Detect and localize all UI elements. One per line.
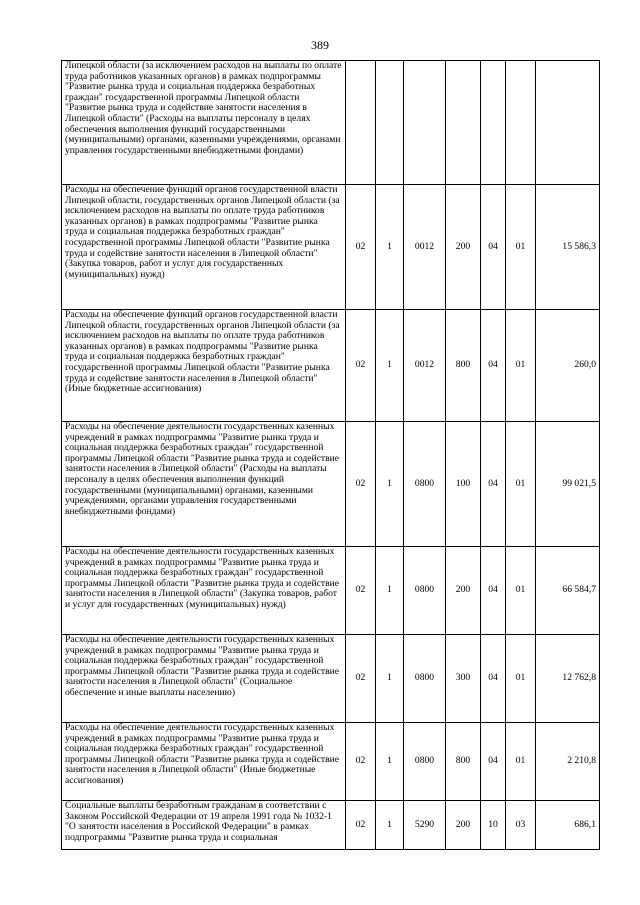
row-code-c6: 01: [506, 310, 536, 422]
row-code-c5: 04: [481, 547, 506, 635]
row-code-c6: [506, 61, 536, 185]
row-code-c3: 5290: [404, 801, 446, 850]
row-amount: 15 586,3: [536, 185, 600, 310]
row-description: Липецкой области (за исключением расходов на выплаты по оплате труда работников указанных органов) в рамках подпрограммы "Развитие рынка труда и социальная поддержка безработных граждан" государственной программы Липецкой области "Развитие рынка труда и содействие занятости населения в Липецкой области" (Расходы на выплаты персоналу в целях обеспечения выполнения функций государственными (муниципальными) органами, казенными учреждениями, органами управления государственными внебюджетными фондами): [62, 61, 346, 185]
row-code-c3: 0800: [404, 635, 446, 723]
row-code-c6: 01: [506, 185, 536, 310]
row-amount: 12 762,8: [536, 635, 600, 723]
row-code-c4: 300: [446, 635, 481, 723]
row-code-c2: 1: [376, 801, 404, 850]
table-row: [62, 185, 600, 310]
row-code-c2: 1: [376, 547, 404, 635]
table-row: [62, 310, 600, 422]
row-code-c2: 1: [376, 635, 404, 723]
row-code-c2: 1: [376, 310, 404, 422]
table-row: [62, 61, 600, 185]
row-code-c4: 100: [446, 422, 481, 547]
row-code-c6: 01: [506, 547, 536, 635]
row-code-c2: [376, 61, 404, 185]
row-code-c2: 1: [376, 723, 404, 801]
row-code-c5: 04: [481, 635, 506, 723]
row-description: Расходы на обеспечение деятельности государственных казенных учреждений в рамках подпрограммы "Развитие рынка труда и социальная поддержка безработных граждан" государственной программы Липецкой области "Развитие рынка труда и содействие занятости населения в Липецкой области" (Социальное обеспечение и иные выплаты населению): [62, 635, 346, 723]
row-description: Расходы на обеспечение деятельности государственных казенных учреждений в рамках подпрограммы "Развитие рынка труда и социальная поддержка безработных граждан" государственной программы Липецкой области "Развитие рынка труда и содействие занятости населения в Липецкой области" (Расходы на выплаты персоналу в целях обеспечения выполнения функций государственными (муниципальными) органами, казенными учреждениями, органами управления государственными внебюджетными фондами): [62, 422, 346, 547]
row-code-c1: 02: [346, 422, 376, 547]
row-code-c6: 01: [506, 422, 536, 547]
row-code-c1: 02: [346, 185, 376, 310]
row-amount: 260,0: [536, 310, 600, 422]
row-code-c5: 04: [481, 185, 506, 310]
row-code-c3: 0012: [404, 185, 446, 310]
row-code-c2: 1: [376, 185, 404, 310]
row-description: Расходы на обеспечение функций органов государственной власти Липецкой области, государственных органов Липецкой области (за исключением расходов на выплаты по оплате труда работников указанных органов) в рамках подпрограммы "Развитие рынка труда и социальная поддержка безработных граждан" государственной программы Липецкой области "Развитие рынка труда и содействие занятости населения в Липецкой области" (Закупка товаров, работ и услуг для государственных (муниципальных) нужд): [62, 185, 346, 310]
row-description: Социальные выплаты безработным гражданам в соответствии с Законом Российской Федерации от 19 апреля 1991 года № 1032-1 "О занятости населения в Российской Федерации" в рамках подпрограммы "Развитие рынка труда и социальная: [62, 801, 346, 850]
row-code-c5: 04: [481, 422, 506, 547]
row-code-c3: 0800: [404, 723, 446, 801]
row-code-c3: 0012: [404, 310, 446, 422]
row-code-c5: 04: [481, 723, 506, 801]
row-code-c1: 02: [346, 723, 376, 801]
row-code-c4: 800: [446, 310, 481, 422]
row-description: Расходы на обеспечение деятельности государственных казенных учреждений в рамках подпрограммы "Развитие рынка труда и социальная поддержка безработных граждан" государственной программы Липецкой области "Развитие рынка труда и содействие занятости населения в Липецкой области" (Закупка товаров, работ и услуг для государственных (муниципальных) нужд): [62, 547, 346, 635]
row-amount: 2 210,8: [536, 723, 600, 801]
row-code-c5: 04: [481, 310, 506, 422]
table-row: [62, 723, 600, 801]
row-code-c6: 01: [506, 723, 536, 801]
table-row: [62, 635, 600, 723]
row-amount: 686,1: [536, 801, 600, 850]
row-code-c6: 03: [506, 801, 536, 850]
row-code-c3: 0800: [404, 422, 446, 547]
row-code-c1: 02: [346, 310, 376, 422]
row-amount: [536, 61, 600, 185]
row-code-c6: 01: [506, 635, 536, 723]
row-code-c3: [404, 61, 446, 185]
row-code-c1: 02: [346, 547, 376, 635]
row-code-c4: [446, 61, 481, 185]
row-code-c4: 200: [446, 185, 481, 310]
row-code-c1: [346, 61, 376, 185]
row-code-c5: [481, 61, 506, 185]
table-row: [62, 801, 600, 850]
page-number: 389: [311, 38, 329, 52]
table-row: [62, 547, 600, 635]
budget-table: [61, 60, 600, 850]
row-code-c1: 02: [346, 801, 376, 850]
row-amount: 99 021,5: [536, 422, 600, 547]
row-code-c1: 02: [346, 635, 376, 723]
row-amount: 66 584,7: [536, 547, 600, 635]
row-code-c4: 200: [446, 801, 481, 850]
row-description: Расходы на обеспечение функций органов государственной власти Липецкой области, государственных органов Липецкой области (за исключением расходов на выплаты по оплате труда работников указанных органов) в рамках подпрограммы "Развитие рынка труда и социальная поддержка безработных граждан" государственной программы Липецкой области "Развитие рынка труда и содействие занятости населения в Липецкой области" (Иные бюджетные ассигнования): [62, 310, 346, 422]
row-code-c3: 0800: [404, 547, 446, 635]
row-description: Расходы на обеспечение деятельности государственных казенных учреждений в рамках подпрограммы "Развитие рынка труда и социальная поддержка безработных граждан" государственной программы Липецкой области "Развитие рынка труда и содействие занятости населения в Липецкой области" (Иные бюджетные ассигнования): [62, 723, 346, 801]
row-code-c4: 800: [446, 723, 481, 801]
row-code-c5: 10: [481, 801, 506, 850]
table-row: [62, 422, 600, 547]
row-code-c4: 200: [446, 547, 481, 635]
row-code-c2: 1: [376, 422, 404, 547]
